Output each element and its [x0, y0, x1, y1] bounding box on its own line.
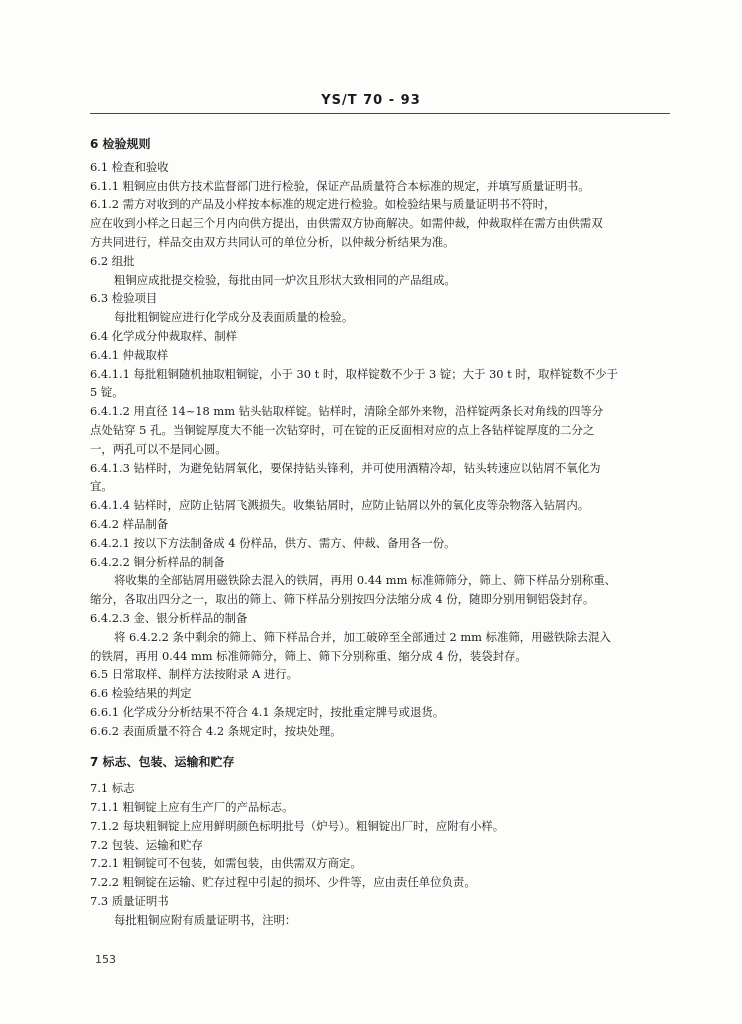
- clause-7-1: 7.1 标志: [90, 781, 135, 796]
- clause-6-4-2-1: 6.4.2.1 按以下方法制备成 4 份样品，供方、需方、仲裁、备用各一份。: [90, 535, 456, 550]
- clause-6-2-text: 粗铜应成批提交检验，每批由同一炉次且形状大致相同的产品组成。: [114, 272, 456, 287]
- clause-6-5: 6.5 日常取样、制样方法按附录 A 进行。: [90, 667, 299, 682]
- clause-6-4-2-3-text: 将 6.4.2.2 条中剩余的筛上、筛下样品合并，加工破碎至全部通过 2 mm 标准筛，用磁铁除去混入: [114, 629, 611, 644]
- clause-6-4: 6.4 化学成分仲裁取样、制样: [90, 328, 238, 343]
- clause-6-3: 6.3 检验项目: [90, 291, 158, 306]
- clause-6-1-2-cont: 应在收到小样之日起三个月内向供方提出，由供需双方协商解决。如需仲裁，仲裁取样在需方由供需双: [90, 216, 603, 231]
- section-6-heading: 6 检验规则: [90, 137, 151, 151]
- clause-6-6-1: 6.6.1 化学成分分析结果不符合 4.1 条规定时，按批重定牌号或退货。: [90, 704, 445, 719]
- clause-7-2-2: 7.2.2 粗铜锭在运输、贮存过程中引起的损坏、少件等，应由责任单位负责。: [90, 875, 476, 890]
- clause-6-3-text: 每批粗铜锭应进行化学成分及表面质量的检验。: [114, 310, 354, 325]
- clause-7-1-1: 7.1.1 粗铜锭上应有生产厂的产品标志。: [90, 800, 294, 815]
- clause-7-3: 7.3 质量证明书: [90, 894, 169, 909]
- clause-6-1-1: 6.1.1 粗铜应由供方技术监督部门进行检验，保证产品质量符合本标准的规定，并填写质量证明书。: [90, 178, 590, 193]
- clause-6-4-1-1: 6.4.1.1 每批粗铜随机抽取粗铜锭，小于 30 t 时，取样锭数不少于 3 锭；大于 30 t 时，取样锭数不少于: [90, 366, 618, 381]
- clause-6-4-2-2: 6.4.2.2 铜分析样品的制备: [90, 554, 225, 569]
- clause-6-1: 6.1 检查和验收: [90, 159, 169, 174]
- clause-6-4-1-1-cont: 5 锭。: [90, 385, 124, 400]
- clause-6-4-1-3-cont: 宜。: [90, 479, 113, 494]
- clause-6-1-2-cont: 方共同进行，样品交由双方共同认可的单位分析，以仲裁分析结果为准。: [90, 234, 455, 249]
- clause-6-1-2: 6.1.2 需方对收到的产品及小样按本标准的规定进行检验。如检验结果与质量证明书不符时，: [90, 197, 556, 212]
- clause-6-4-1-2-cont: 一，两孔可以不是同心圆。: [90, 441, 227, 456]
- clause-7-3-text: 每批粗铜应附有质量证明书，注明：: [114, 912, 297, 927]
- document-body: [90, 131, 670, 930]
- clause-6-6: 6.6 检验结果的判定: [90, 686, 192, 701]
- clause-6-4-2-2-text: 将收集的全部钻屑用磁铁除去混入的铁屑，再用 0.44 mm 标准筛筛分，筛上、筛下样品分别称重、: [114, 573, 617, 588]
- clause-7-2: 7.2 包装、运输和贮存: [90, 837, 203, 852]
- clause-6-4-2: 6.4.2 样品制备: [90, 516, 169, 531]
- standard-code-header: YS/T 70 - 93: [321, 93, 421, 108]
- clause-6-4-2-2-cont: 缩分，各取出四分之一，取出的筛上、筛下样品分别按四分法缩分成 4 份，随即分别用铜铝袋封存。: [90, 592, 595, 607]
- clause-6-2: 6.2 组批: [90, 253, 135, 268]
- clause-6-4-1-4: 6.4.1.4 钻样时，应防止钻屑飞溅损失。收集钻屑时，应防止钻屑以外的氧化皮等杂物落入钻屑内。: [90, 498, 590, 513]
- clause-6-4-1-2: 6.4.1.2 用直径 14~18 mm 钻头钻取样锭。钻样时，清除全部外来物，沿样锭两条长对角线的四等分: [90, 404, 604, 419]
- clause-7-2-1: 7.2.1 粗铜锭可不包装，如需包装，由供需双方商定。: [90, 856, 362, 871]
- clause-6-6-2: 6.6.2 表面质量不符合 4.2 条规定时，按块处理。: [90, 723, 342, 738]
- clause-6-4-1-2-cont: 点处钻穿 5 孔。当铜锭厚度大不能一次钻穿时，可在锭的正反面相对应的点上各钻样锭厚度的二分之: [90, 422, 595, 437]
- clause-6-4-2-3: 6.4.2.3 金、银分析样品的制备: [90, 610, 248, 625]
- clause-6-4-2-3-cont: 的铁屑，再用 0.44 mm 标准筛筛分，筛上、筛下分别称重、缩分成 4 份，装袋封存。: [90, 648, 527, 663]
- section-7-heading: 7 标志、包装、运输和贮存: [90, 754, 235, 769]
- clause-6-4-1-3: 6.4.1.3 钻样时，为避免钻屑氧化，要保持钻头锋利，并可使用酒精冷却，钻头转速应以钻屑不氧化为: [90, 460, 601, 475]
- page-number: 153: [95, 953, 116, 966]
- header-rule: [90, 113, 670, 114]
- clause-6-4-1: 6.4.1 仲裁取样: [90, 347, 169, 362]
- clause-7-1-2: 7.1.2 每块粗铜锭上应用鲜明颜色标明批号（炉号）。粗铜锭出厂时，应附有小样。: [90, 818, 505, 833]
